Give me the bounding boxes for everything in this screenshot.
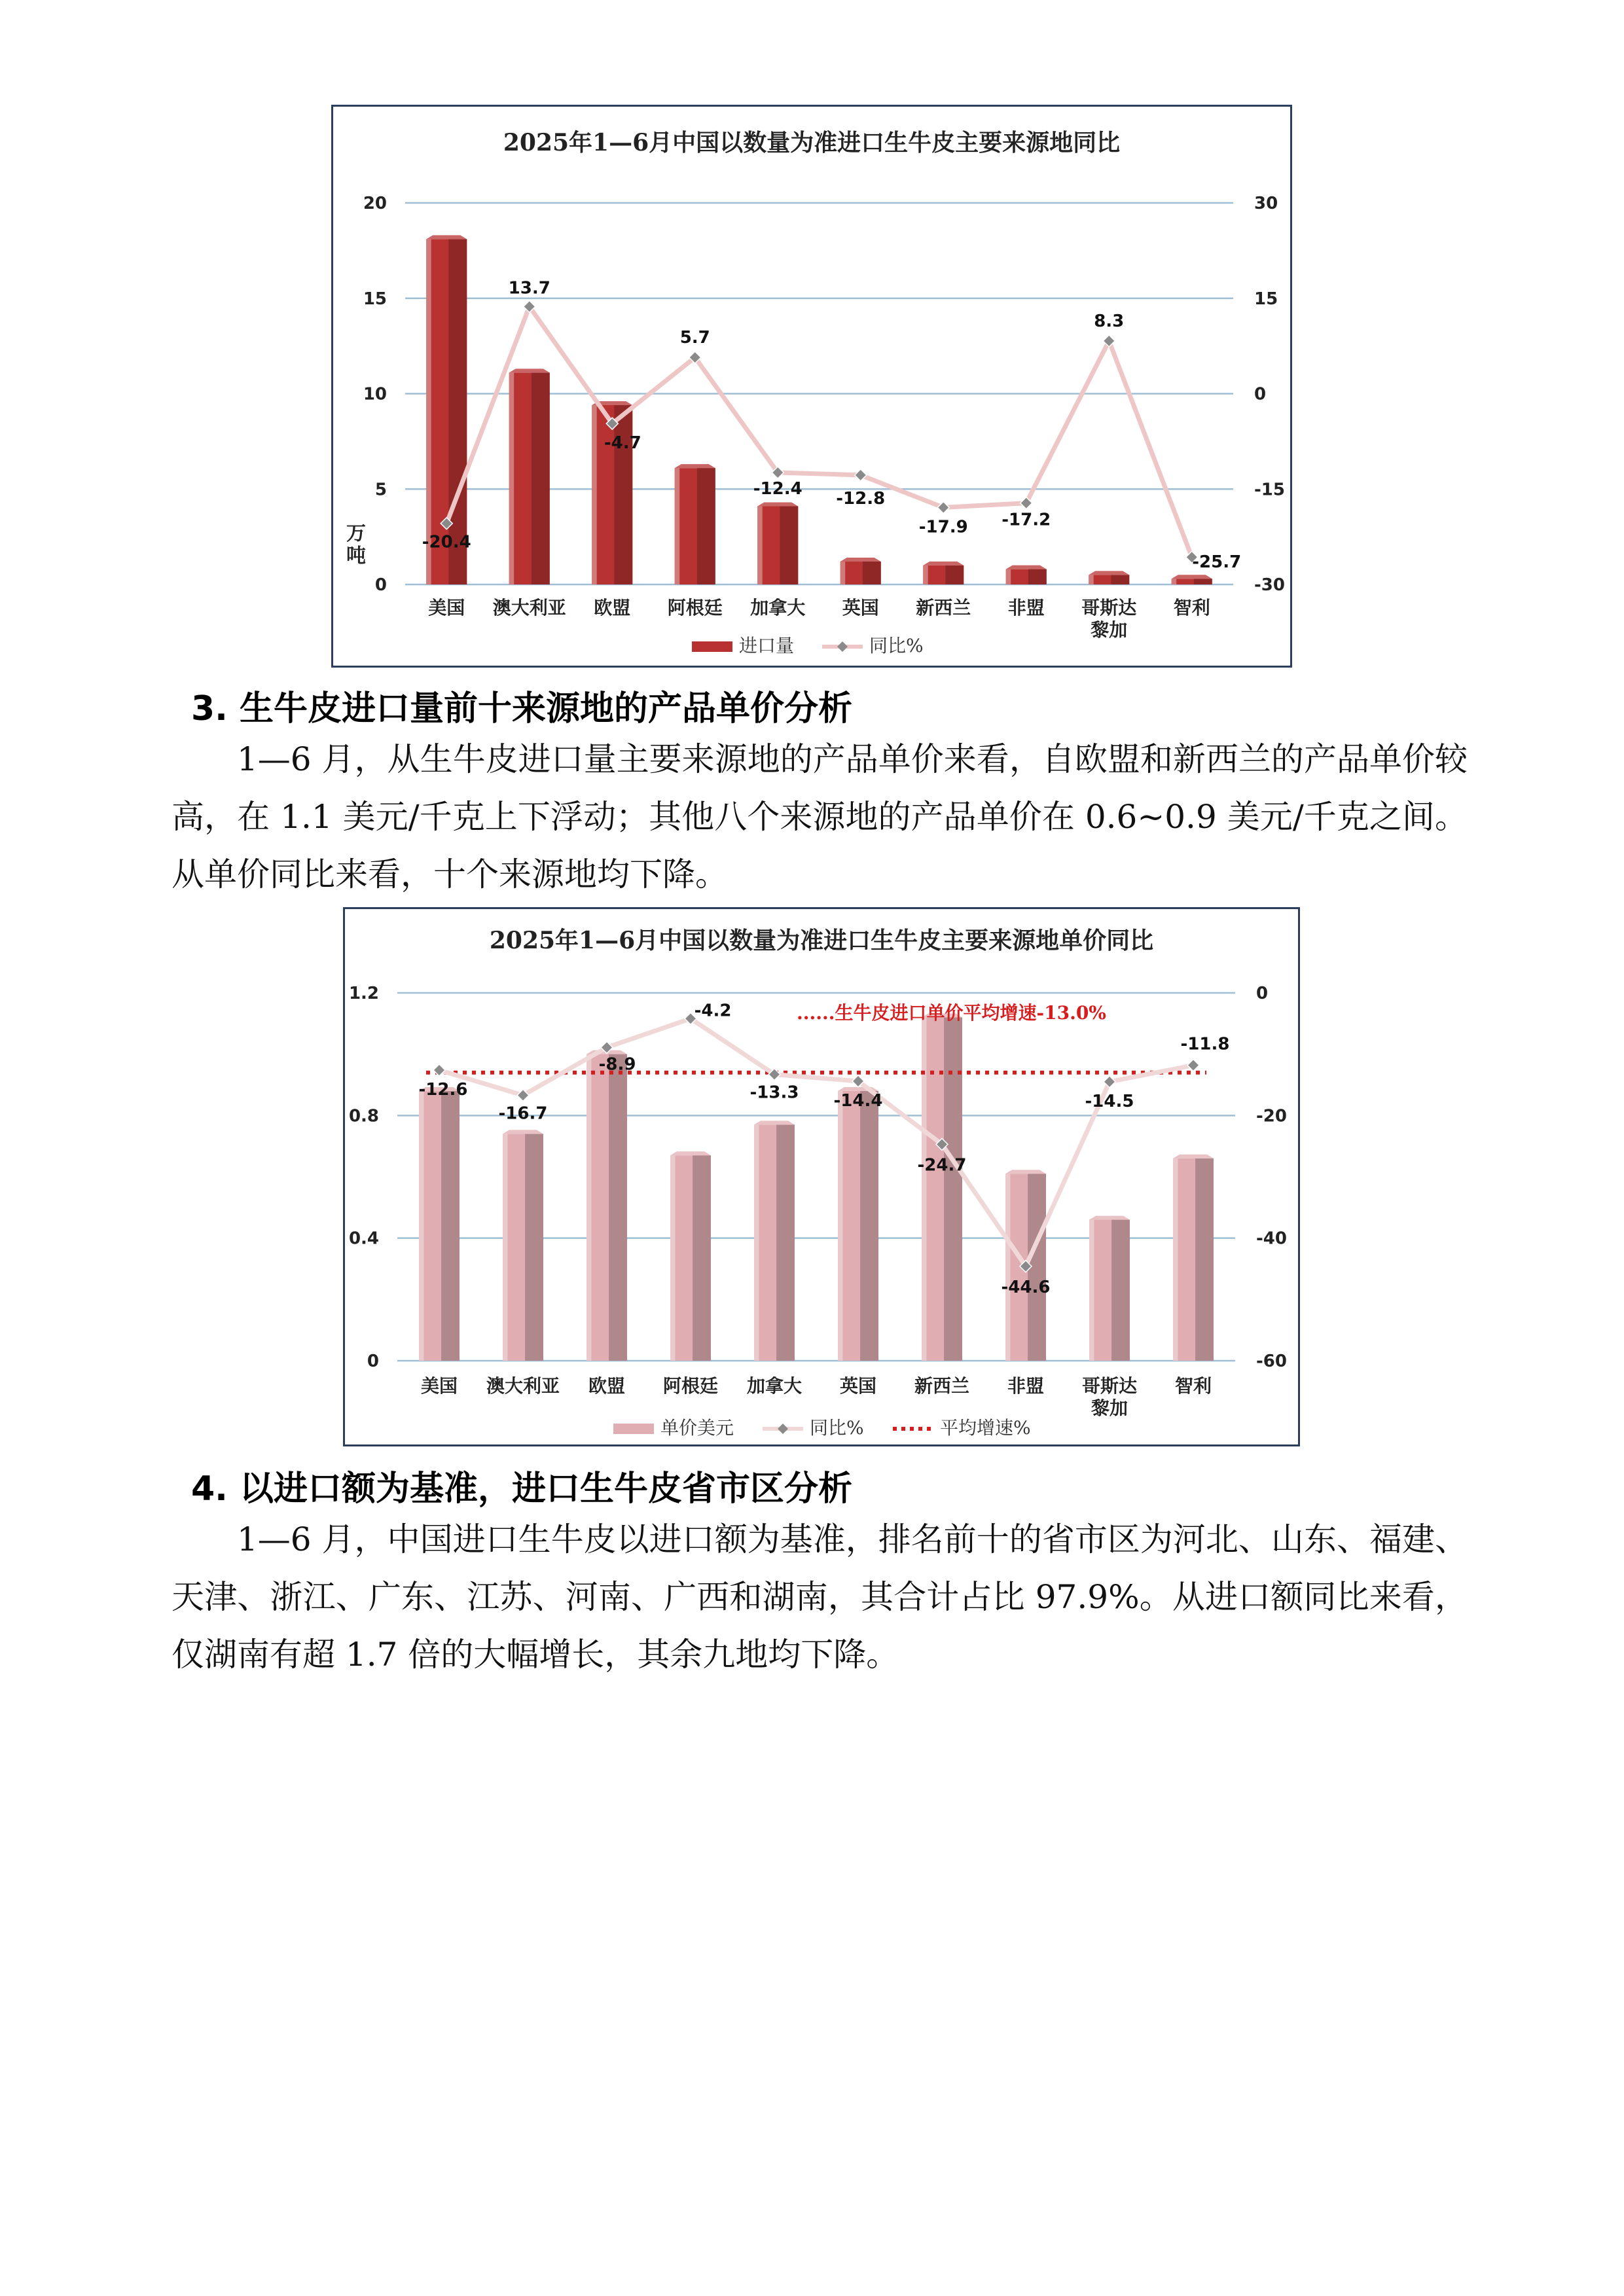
category-label: 澳大利亚 xyxy=(492,597,566,619)
category-label: 哥斯达 xyxy=(1081,597,1137,619)
category-label: 英国 xyxy=(839,1375,877,1397)
yoy-data-label: -4.2 xyxy=(694,1001,732,1021)
yoy-data-label: -12.6 xyxy=(418,1080,468,1100)
unit-price-chart xyxy=(343,907,1300,1446)
bar-highlight xyxy=(1089,1220,1094,1361)
category-label: 美国 xyxy=(428,597,465,619)
yoy-data-label: -25.7 xyxy=(1192,552,1242,573)
yoy-data-label: -24.7 xyxy=(917,1155,967,1175)
category-label: 新西兰 xyxy=(916,597,971,619)
bar-top xyxy=(670,1151,711,1155)
bar-highlight xyxy=(670,1155,675,1361)
chart-title: 2025年1—6月中国以数量为准进口生牛皮主要来源地同比 xyxy=(503,129,1121,156)
bar-highlight xyxy=(1089,575,1093,584)
yoy-data-label: -8.9 xyxy=(598,1054,636,1075)
yoy-marker xyxy=(433,1064,445,1076)
category-label: 阿根廷 xyxy=(667,597,723,619)
yoy-data-label: -11.8 xyxy=(1180,1034,1230,1054)
category-label: 美国 xyxy=(420,1375,458,1397)
bar-top xyxy=(754,1121,795,1124)
bar-top xyxy=(509,368,550,372)
bar-shade xyxy=(609,1054,627,1361)
bar-highlight xyxy=(592,405,596,584)
bar-highlight xyxy=(840,562,845,584)
yoy-data-label: -44.6 xyxy=(1001,1277,1051,1297)
section-4-paragraph-text: 1—6 月，中国进口生牛皮以进口额为基准，排名前十的省市区为河北、山东、福建、天津、浙江、广东、江苏、河南、广西和湖南，其合计占比 97.9%。从进口额同比来看，仅湖南有超 1.7 倍的大幅增长，其余九地均下降。 xyxy=(171,1520,1468,1674)
bar-shade xyxy=(1194,579,1212,584)
y-left-tick-label: 20 xyxy=(363,194,387,213)
bar-top xyxy=(503,1130,543,1134)
yoy-data-label: 13.7 xyxy=(508,278,550,298)
y-left-tick-label: 5 xyxy=(374,480,387,500)
bar-highlight xyxy=(509,372,514,584)
section-3-paragraph xyxy=(171,730,1468,903)
y-left-tick-label: 0.4 xyxy=(348,1229,379,1249)
bar-highlight xyxy=(675,468,679,584)
bar-shade xyxy=(780,506,798,584)
y-left-tick-label: 1.2 xyxy=(348,984,379,1003)
bar-shade xyxy=(614,405,632,584)
bar-shade xyxy=(1111,1220,1130,1361)
category-label: 欧盟 xyxy=(588,1375,626,1397)
y-left-tick-label: 10 xyxy=(363,384,387,404)
y-right-tick-label: 15 xyxy=(1254,289,1278,309)
bar-top xyxy=(1089,1216,1130,1220)
bar-shade xyxy=(776,1124,795,1361)
bar-shade xyxy=(697,468,715,584)
bar-highlight xyxy=(503,1134,507,1361)
yoy-marker xyxy=(855,469,867,481)
category-label: 哥斯达 xyxy=(1081,1375,1138,1397)
yoy-data-label: -17.9 xyxy=(918,517,968,537)
y-left-unit-label: 万 xyxy=(346,522,366,545)
unit-price-chart-svg xyxy=(345,909,1298,1444)
category-label: 新西兰 xyxy=(914,1375,970,1397)
bar-top xyxy=(757,502,798,506)
bar-shade xyxy=(863,562,881,584)
bar-top xyxy=(1173,1155,1214,1158)
y-right-tick-label: -30 xyxy=(1254,575,1285,595)
bar-shade xyxy=(525,1134,543,1361)
category-label: 智利 xyxy=(1174,1375,1212,1397)
section-4-heading: 4. 以进口额为基准，进口生牛皮省市区分析 xyxy=(191,1469,853,1509)
category-label: 非盟 xyxy=(1007,1375,1045,1397)
bar-shade xyxy=(1028,569,1047,584)
bar-shade xyxy=(441,1091,460,1361)
yoy-data-label: -14.5 xyxy=(1085,1091,1134,1111)
bar-top xyxy=(1005,1170,1046,1174)
y-right-tick-label: -40 xyxy=(1256,1229,1287,1249)
category-label: 欧盟 xyxy=(594,597,631,619)
yoy-line xyxy=(439,1018,1193,1266)
y-right-tick-label: -60 xyxy=(1256,1352,1287,1371)
bar-top xyxy=(840,558,881,562)
bar-highlight xyxy=(586,1054,591,1361)
yoy-data-label: -14.4 xyxy=(833,1090,883,1111)
y-right-tick-label: 0 xyxy=(1254,384,1267,404)
yoy-data-label: 8.3 xyxy=(1094,311,1125,331)
legend-label: 进口量 xyxy=(739,635,795,656)
yoy-data-label: -4.7 xyxy=(604,433,641,454)
bar-highlight xyxy=(1172,579,1176,584)
y-left-unit-label: 吨 xyxy=(346,545,366,567)
yoy-data-label: 5.7 xyxy=(679,328,710,348)
category-label: 黎加 xyxy=(1091,619,1128,641)
yoy-data-label: -12.4 xyxy=(753,478,803,499)
y-left-tick-label: 0 xyxy=(367,1352,379,1371)
bar-top xyxy=(426,235,467,239)
yoy-marker xyxy=(1187,1060,1199,1071)
yoy-marker xyxy=(937,501,949,513)
bar-shade xyxy=(1195,1158,1214,1361)
category-label: 澳大利亚 xyxy=(486,1375,560,1397)
yoy-data-label: -20.4 xyxy=(422,532,471,552)
legend-label: 单价美元 xyxy=(660,1417,734,1439)
bar-shade xyxy=(532,372,550,584)
yoy-data-label: -17.2 xyxy=(1001,510,1051,530)
bar-highlight xyxy=(838,1091,842,1361)
y-right-tick-label: 0 xyxy=(1256,984,1269,1003)
category-label: 阿根廷 xyxy=(662,1375,719,1397)
legend-label: 同比% xyxy=(810,1417,864,1439)
yoy-data-label: -16.7 xyxy=(498,1103,548,1124)
category-label: 非盟 xyxy=(1007,597,1045,619)
bar-shade xyxy=(860,1091,878,1361)
bar-shade xyxy=(1111,575,1129,584)
bar-shade xyxy=(944,1017,962,1361)
category-label: 智利 xyxy=(1173,597,1210,619)
bar-top xyxy=(1006,565,1047,569)
legend-bar-swatch xyxy=(692,641,732,652)
bar-highlight xyxy=(757,506,762,584)
y-left-tick-label: 15 xyxy=(363,289,387,309)
bar-highlight xyxy=(1173,1158,1178,1361)
y-right-tick-label: 30 xyxy=(1254,194,1278,213)
legend-label: 同比% xyxy=(869,635,924,656)
bar-shade xyxy=(693,1155,711,1361)
average-growth-annotation: ......生牛皮进口单价平均增速-13.0% xyxy=(797,1002,1106,1024)
y-right-tick-label: -15 xyxy=(1254,480,1285,500)
bar-top xyxy=(1172,575,1212,579)
bar-highlight xyxy=(754,1124,759,1361)
section-3-heading: 3. 生牛皮进口量前十来源地的产品单价分析 xyxy=(191,689,853,728)
bar-shade xyxy=(945,565,964,584)
chart-title: 2025年1—6月中国以数量为准进口生牛皮主要来源地单价同比 xyxy=(489,927,1154,954)
category-label: 加拿大 xyxy=(750,597,806,619)
bar-top xyxy=(923,562,964,565)
section-4-paragraph xyxy=(171,1511,1468,1683)
bar-highlight xyxy=(1006,569,1011,584)
category-label: 加拿大 xyxy=(746,1375,803,1397)
yoy-data-label: -13.3 xyxy=(749,1083,799,1103)
bar-top xyxy=(675,464,715,468)
bar-highlight xyxy=(922,1017,926,1361)
legend-marker xyxy=(837,641,848,652)
y-left-tick-label: 0 xyxy=(374,575,387,595)
category-label: 英国 xyxy=(842,597,879,619)
bar-highlight xyxy=(923,565,928,584)
legend-marker xyxy=(778,1424,788,1434)
yoy-line xyxy=(446,306,1192,557)
y-left-tick-label: 0.8 xyxy=(348,1106,379,1126)
legend-bar-swatch xyxy=(613,1424,654,1434)
legend-label: 平均增速% xyxy=(940,1417,1031,1439)
bar-highlight xyxy=(419,1091,424,1361)
bar-highlight xyxy=(1005,1174,1010,1361)
category-label: 黎加 xyxy=(1091,1397,1128,1419)
import-volume-chart-svg xyxy=(333,107,1290,666)
section-3-paragraph-text: 1—6 月，从生牛皮进口量主要来源地的产品单价来看，自欧盟和新西兰的产品单价较高，在 1.1 美元/千克上下浮动；其他八个来源地的产品单价在 0.6~0.9 美元/千克之间。从单价同比来看，十个来源地均下降。 xyxy=(171,740,1468,893)
yoy-data-label: -12.8 xyxy=(836,488,886,509)
y-right-tick-label: -20 xyxy=(1256,1106,1287,1126)
bar-top xyxy=(1089,571,1129,575)
import-volume-chart xyxy=(331,105,1292,668)
